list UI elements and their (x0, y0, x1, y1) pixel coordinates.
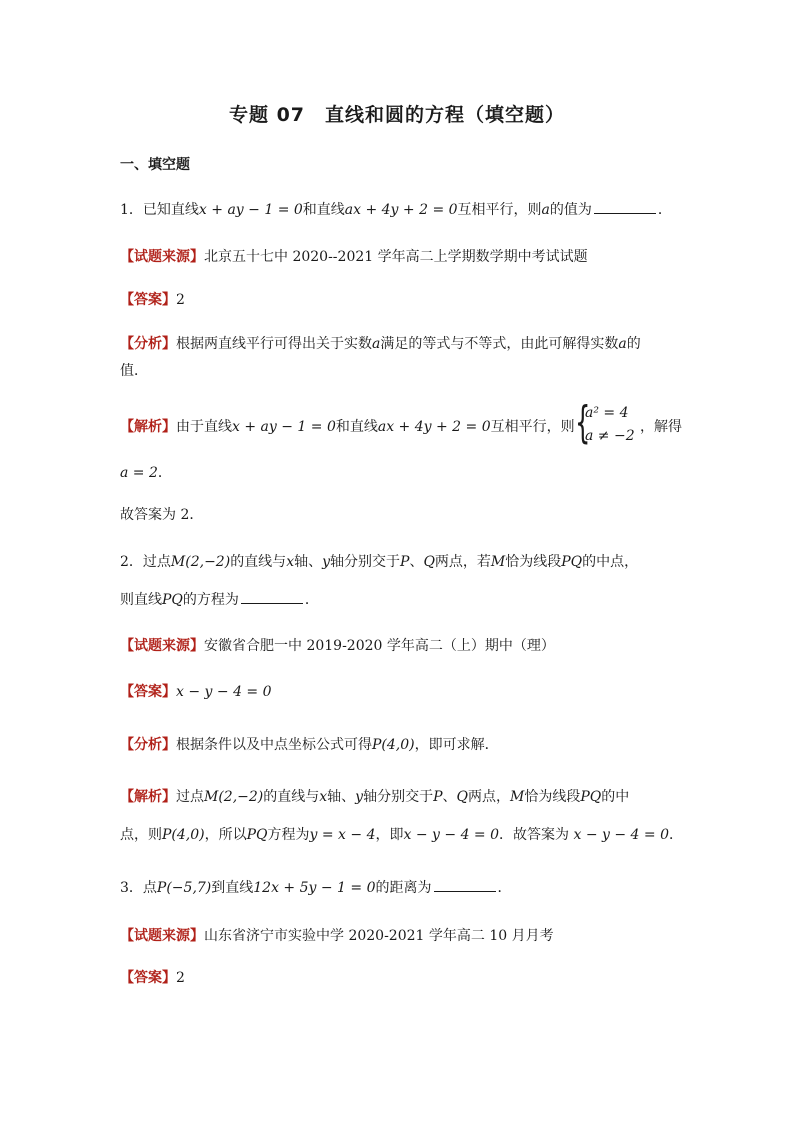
q1-final: 故答案为 2． (120, 507, 204, 523)
q2-answer: 【答案】x − y − 4 = 0 (120, 684, 272, 700)
q2-analysis: 【分析】根据条件以及中点坐标公式可得P(4,0)，即可求解． (120, 737, 499, 753)
q3-answer: 【答案】2 (120, 970, 185, 986)
q1-solution-tail: ，解得 (640, 419, 682, 435)
q1-analysis-cont: 值． (120, 363, 148, 379)
q2-solution-cont: 点，则P(4,0)，所以PQ方程为y = x − 4，即x − y − 4 = 0．故答案为 x − y − 4 = 0． (120, 827, 683, 843)
q1-answer: 【答案】2 (120, 292, 185, 308)
equation-system: { a² = 4 a ≠ −2 (575, 397, 635, 448)
question-3: 3．点P(−5,7)到直线12x + 5y − 1 = 0的距离为 ． (120, 880, 512, 896)
question-1: 1．已知直线x + ay − 1 = 0和直线ax + 4y + 2 = 0互相平行，则a的值为 ． (120, 202, 672, 218)
section-heading: 一、填空题 (120, 157, 190, 173)
answer-blank (434, 879, 496, 892)
answer-blank (241, 591, 303, 604)
q1-source: 【试题来源】北京五十七中 2020--2021 学年高二上学期数学期中考试试题 (120, 249, 588, 265)
q1-solution: 【解析】由于直线x + ay − 1 = 0和直线ax + 4y + 2 = 0互相平行，则 (120, 419, 575, 435)
q3-source: 【试题来源】山东省济宁市实验中学 2020-2021 学年高二 10 月月考 (120, 928, 554, 944)
q2-source: 【试题来源】安徽省合肥一中 2019-2020 学年高二（上）期中（理） (120, 638, 555, 654)
answer-blank (594, 201, 656, 214)
question-2-cont: 则直线PQ的方程为 ． (120, 592, 319, 608)
q2-solution: 【解析】过点M(2,−2)的直线与x轴、y轴分别交于P、Q两点，M恰为线段PQ的中 (120, 789, 630, 805)
q1-analysis: 【分析】根据两直线平行可得出关于实数a满足的等式与不等式，由此可解得实数a的 (120, 336, 641, 352)
page-title: 专题 07 直线和圆的方程（填空题） (228, 104, 566, 126)
q1-solution-cont: a = 2． (120, 465, 172, 481)
question-2: 2．过点M(2,−2)的直线与x轴、y轴分别交于P、Q两点，若M恰为线段PQ的中点， (120, 554, 639, 570)
